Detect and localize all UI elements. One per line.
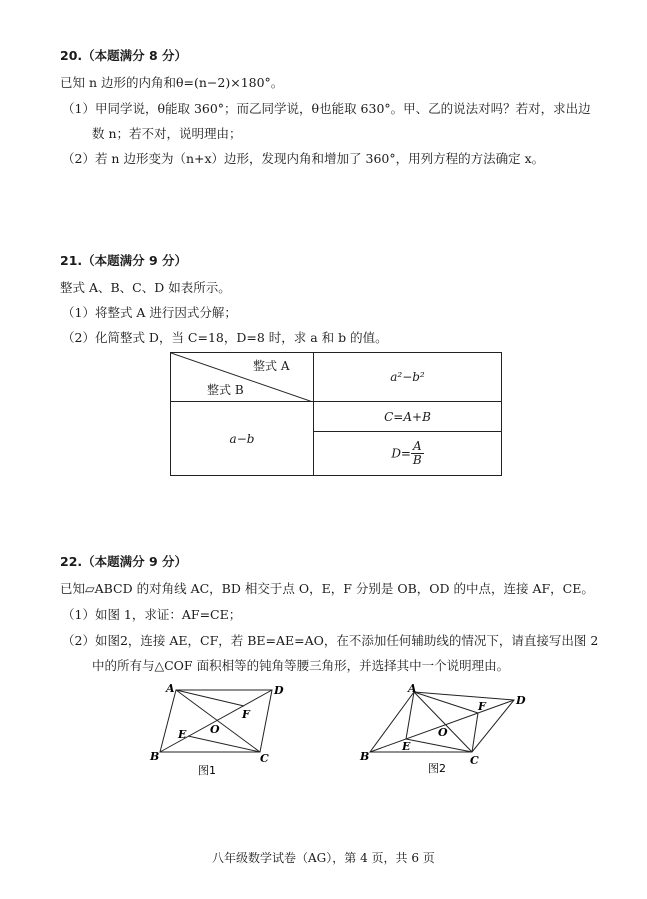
q20-header: 20.（本题满分 8 分） [60,48,188,63]
diag-bottom-label: 整式 B [207,383,244,397]
fig1-label-f: F [242,708,250,721]
q22-part1: （1）如图 1，求证：AF=CE； [62,607,242,622]
q20-part2: （2）若 n 边形变为（n+x）边形，发现内角和增加了 360°，用列方程的方法确定 x。 [62,151,545,166]
q20-stem: 已知 n 边形的内角和θ=(n−2)×180°。 [60,75,284,90]
integer-c-formula: C=A+B [314,402,502,432]
d-denominator: B [412,453,422,467]
fig2-caption: 图2 [428,762,446,775]
fig2-label-d: D [516,694,526,707]
fig2-label-c: C [470,754,479,767]
q22-part2-line2: 中的所有与△COF 面积相等的钝角等腰三角形，并选择其中一个说明理由。 [92,658,510,673]
q21-header: 21.（本题满分 9 分） [60,253,188,268]
diag-top-label: 整式 A [253,359,290,373]
figure-2 [358,680,538,780]
fig2-segment-ae [406,692,414,739]
fig2-label-b: B [360,750,370,763]
fig2-segment-ce [406,739,472,752]
integer-table [170,352,502,476]
fig1-label-c: C [260,752,269,765]
q22-stem: 已知▱ABCD 的对角线 AC，BD 相交于点 O，E，F 分别是 OB，OD 的中点，连接 AF，CE。 [60,581,594,596]
fig1-label-b: B [150,750,160,763]
fig2-label-o: O [438,726,448,739]
fig1-caption: 图1 [198,764,216,777]
q22-part2-line1: （2）如图2，连接 AE，CF，若 BE=AE=AO，在不添加任何辅助线的情况下，请直接写出图 2 [62,633,599,648]
d-numerator: A [413,439,422,453]
q21-part1: （1）将整式 A 进行因式分解； [62,305,237,320]
integer-b-value: a−b [171,402,314,476]
q21-stem: 整式 A、B、C、D 如表所示。 [60,280,231,295]
fig1-label-o: O [210,723,220,736]
fig2-label-a: A [408,682,417,695]
diagonal-header-cell [171,353,314,402]
fig1-label-d: D [274,684,284,697]
page-footer: 八年级数学试卷（AG），第 4 页，共 6 页 [212,851,435,865]
q21-part2: （2）化简整式 D，当 C=18，D=8 时，求 a 和 b 的值。 [62,330,388,345]
d-fraction [411,440,424,467]
integer-d-formula [314,432,502,476]
q22-header: 22.（本题满分 9 分） [60,554,188,569]
fig2-label-e: E [402,740,411,753]
d-prefix: D= [391,446,411,461]
q20-part1-line1: （1）甲同学说，θ能取 360°；而乙同学说，θ也能取 630°。甲、乙的说法对吗？若对，求出边 [62,101,591,116]
q20-part1-line2: 数 n；若不对，说明理由； [92,126,242,141]
fig1-label-a: A [166,682,175,695]
figure-1 [140,680,300,780]
integer-a-value: a²−b² [314,353,502,402]
fig2-label-f: F [478,700,486,713]
fig1-label-e: E [178,728,187,741]
